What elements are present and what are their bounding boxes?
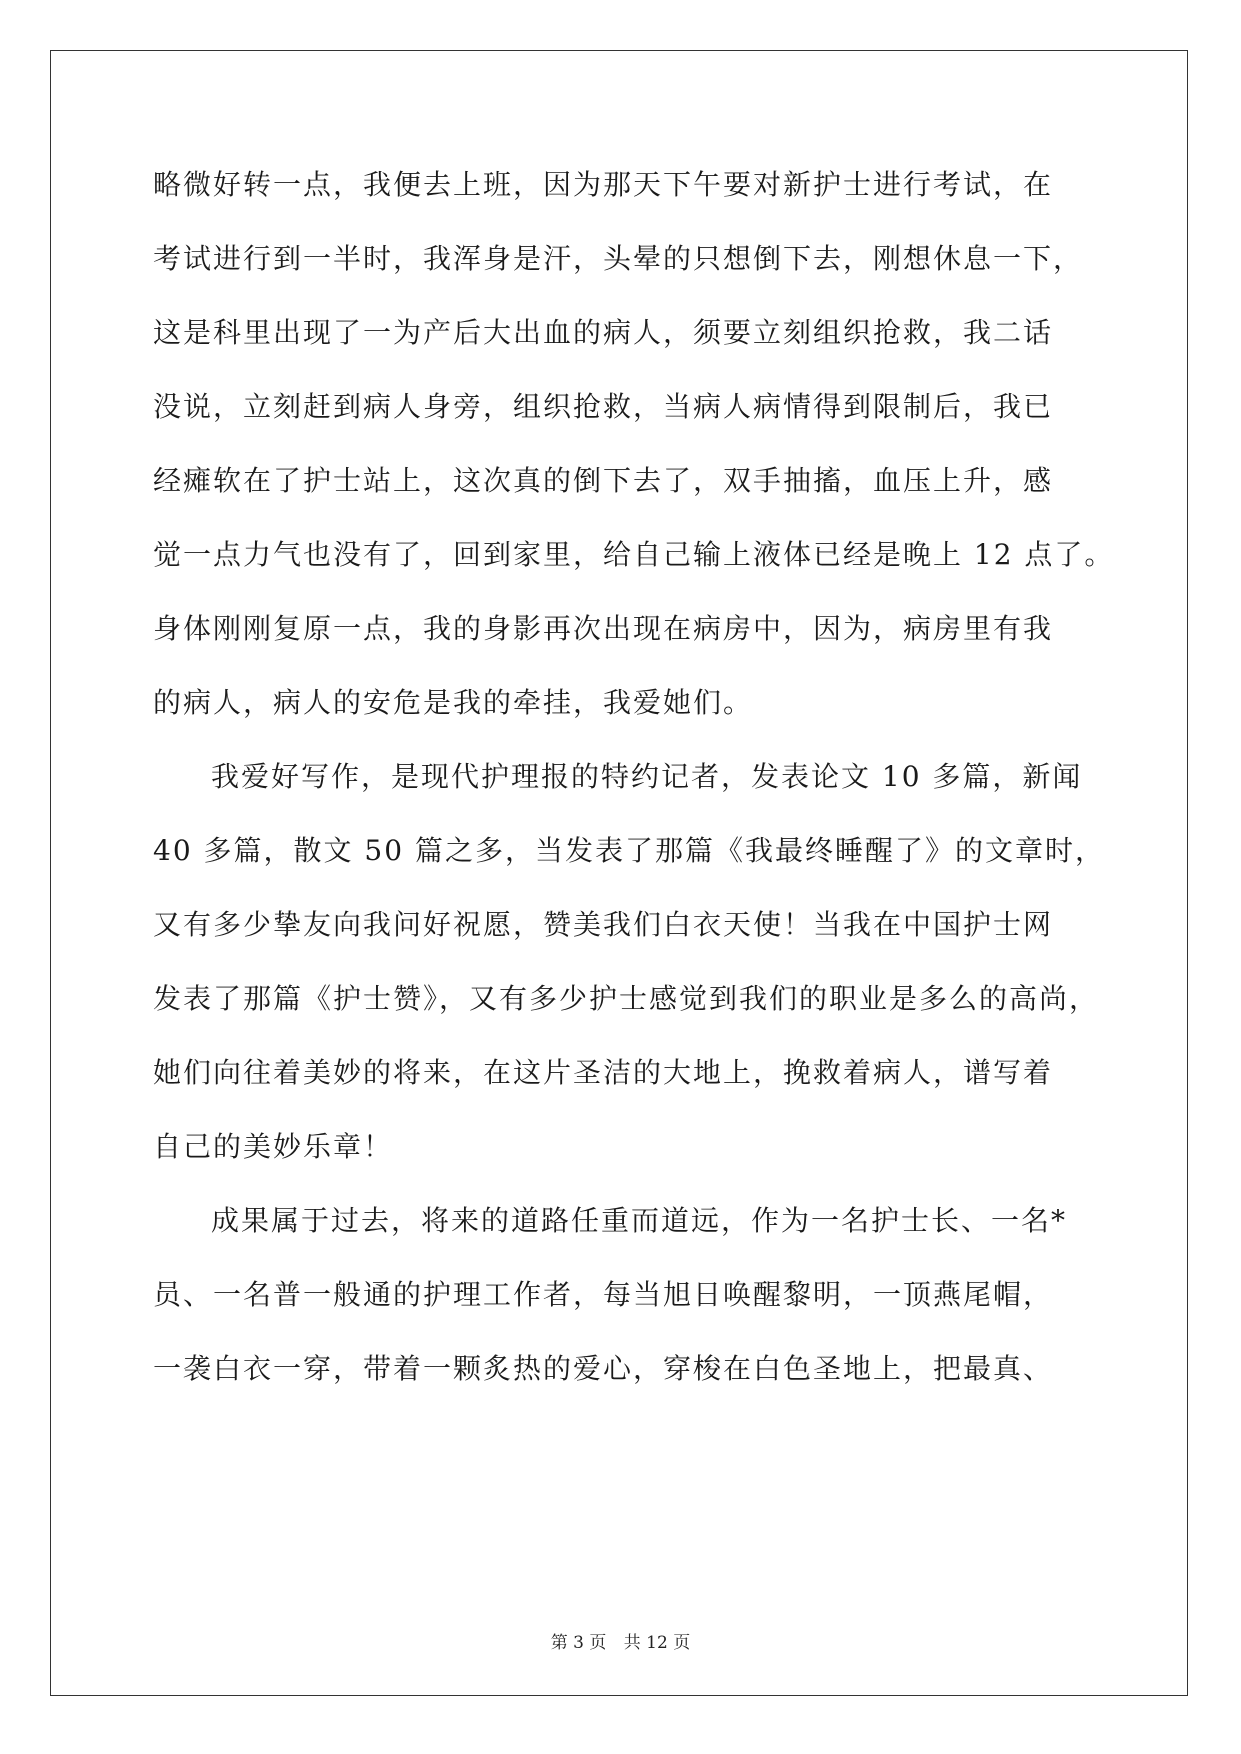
page-number: 第 3 页 <box>550 1633 607 1653</box>
paragraph-first-line: 成果属于过去，将来的道路任重而道远，作为一名护士长、一名* <box>211 1204 1068 1237</box>
paragraph-first-line: 我爱好写作，是现代护理报的特约记者，发表论文 10 多篇，新闻 <box>211 760 1083 793</box>
text-line: 又有多少挚友向我问好祝愿，赞美我们白衣天使！当我在中国护士网 <box>153 908 1054 941</box>
text-line: 她们向往着美妙的将来，在这片圣洁的大地上，挽救着病人，谱写着 <box>153 1056 1054 1089</box>
text-line: 员、一名普一般通的护理工作者，每当旭日唤醒黎明，一顶燕尾帽， <box>153 1278 1054 1311</box>
text-line: 没说，立刻赶到病人身旁，组织抢救，当病人病情得到限制后，我已 <box>153 390 1054 423</box>
text-line: 觉一点力气也没有了，回到家里，给自己输上液体已经是晚上 12 点了。 <box>153 538 1115 571</box>
text-line: 一袭白衣一穿，带着一颗炙热的爱心，穿梭在白色圣地上，把最真、 <box>153 1352 1054 1385</box>
text-line: 经瘫软在了护士站上，这次真的倒下去了，双手抽搐，血压上升，感 <box>153 464 1054 497</box>
page-footer <box>0 1628 1241 1653</box>
text-line: 自己的美妙乐章！ <box>153 1130 394 1163</box>
page-border <box>50 50 1188 1696</box>
text-line: 略微好转一点，我便去上班，因为那天下午要对新护士进行考试，在 <box>153 168 1054 201</box>
text-line: 身体刚刚复原一点，我的身影再次出现在病房中，因为，病房里有我 <box>153 612 1054 645</box>
text-line: 的病人，病人的安危是我的牵挂，我爱她们。 <box>153 686 754 719</box>
text-line: 发表了那篇《护士赞》，又有多少护士感觉到我们的职业是多么的高尚， <box>153 982 1100 1015</box>
text-line: 40 多篇，散文 50 篇之多，当发表了那篇《我最终睡醒了》的文章时， <box>153 834 1105 867</box>
text-line: 这是科里出现了一为产后大出血的病人，须要立刻组织抢救，我二话 <box>153 316 1054 349</box>
total-pages: 共 12 页 <box>623 1633 691 1653</box>
text-line: 考试进行到一半时，我浑身是汗，头晕的只想倒下去，刚想休息一下， <box>153 242 1084 275</box>
